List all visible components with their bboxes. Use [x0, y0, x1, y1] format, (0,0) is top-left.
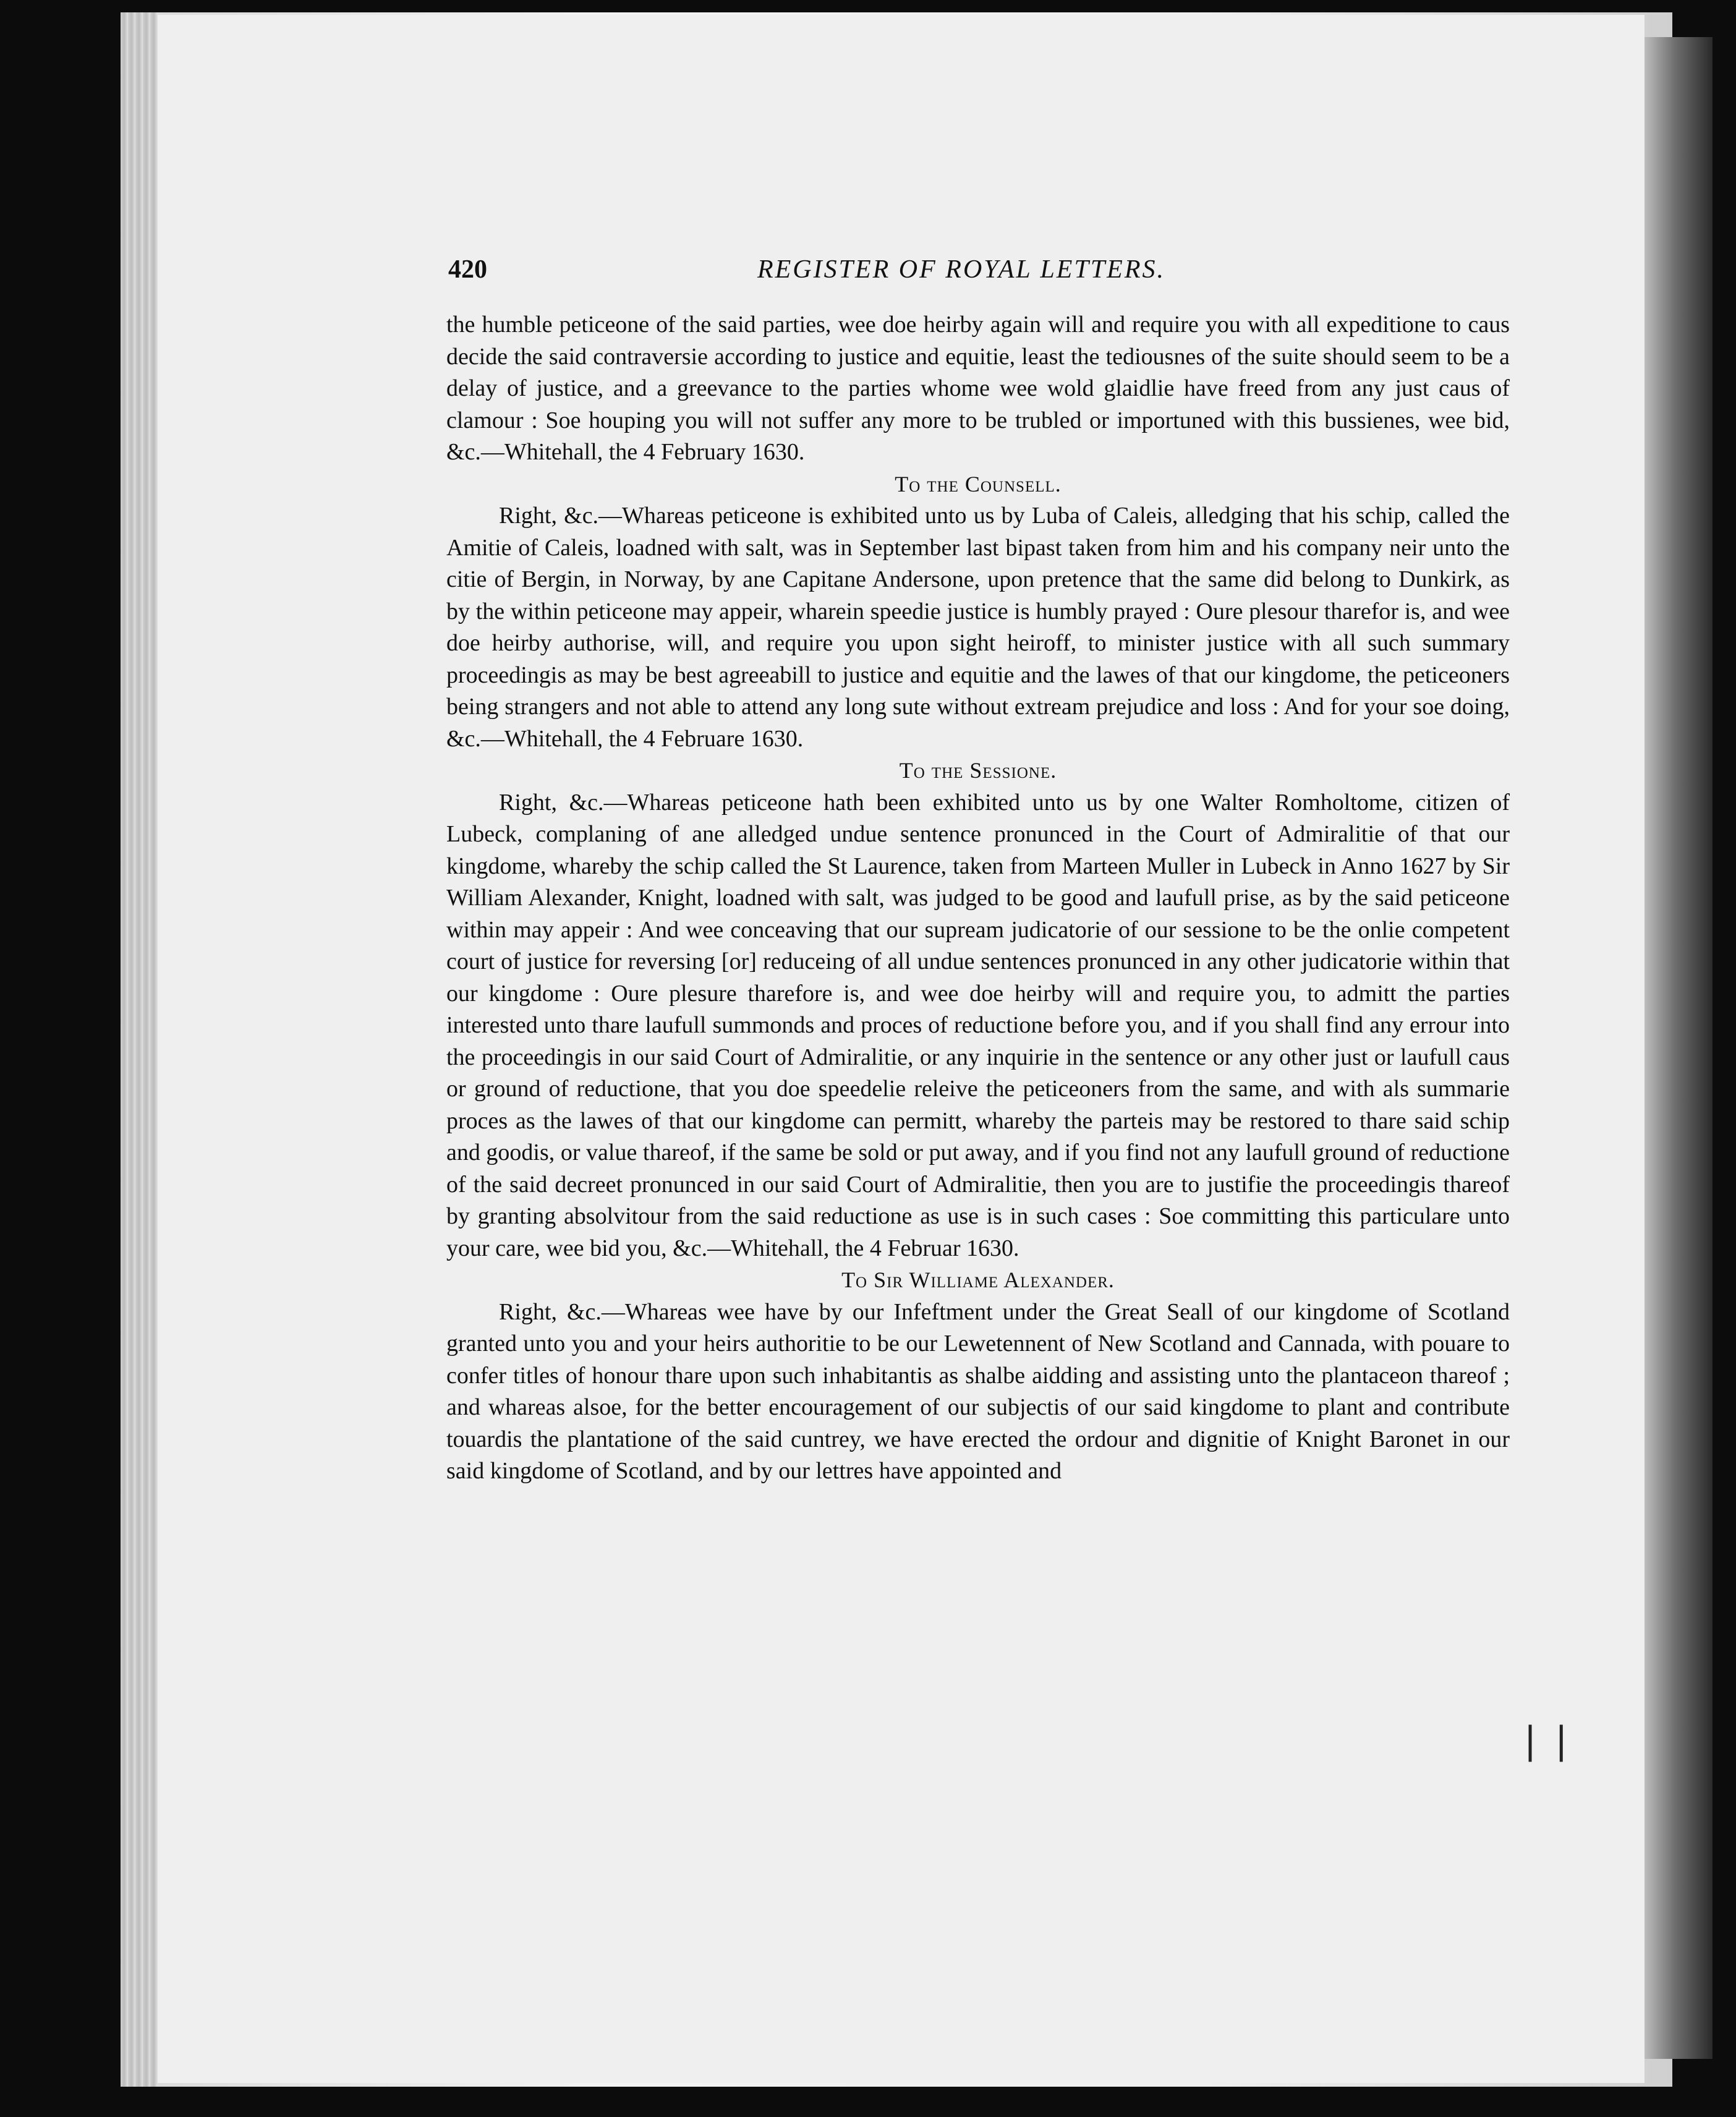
section-heading-counsell: To the Counsell.	[895, 471, 1062, 496]
document-body	[446, 309, 1510, 1488]
section-heading-sessione: To the Sessione.	[899, 758, 1057, 783]
paragraph-sessione: Right, &c.—Whareas peticeone hath been exhibited unto us by one Walter Romholtome, citizen of Lubeck, complaning of ane alledged undue sentence pronunced in the Court of Admiralitie of that our kingdome, whareby the schip called the St Laurence, taken from Marteen Muller in Lubeck in Anno 1627 by Sir William Alexander, Knight, loadned with salt, was judged to be good and laufull prise, as by the said peticeone within may appeir : And wee conceaving that our supream judicatorie of our sessione to be the onlie competent court of justice for reversing [or] reduceing of all undue sentences pronunced in any other judicatorie within that our kingdome : Oure plesure tharefore is, and wee doe heirby will and require you, to admitt the parties interested unto thare laufull summonds and proces of reductione before you, and if you shall find any errour into the proceedingis in our said Court of Admiralitie, or any inquirie in the sentence or any other just or laufull caus or ground of reductione, that you doe speedelie releive the peticeoners from the same, and with als summarie proces as the lawes of that our kingdome can permitt, whareby the parteis may be restored to thare said schip and goodis, or value thareof, if the same be sold or put away, and if you find not any laufull ground of reductione of the said decreet pronunced in our said Court of Admiralitie, then you are to justifie the proceedingis thareof by granting absolvitour from the said reductione as use is in such cases : Soe committing this particulare unto your care, wee bid you, &c.—Whitehall, the 4 Februar 1630.	[446, 789, 1510, 1261]
running-title: REGISTER OF ROYAL LETTERS.	[757, 255, 1165, 284]
paragraph-continuation: the humble peticeone of the said parties, wee doe heirby again will and require you with all expeditione to caus decide the said contraversie according to justice and equitie, least the tediousnes of the suite should seem to be a delay of justice, and a greevance to the parties whome wee wold glaidlie have freed from any just caus of clamour : Soe houping you will not suffer any more to be trubled or importuned with this bussienes, wee bid, &c.—Whitehall, the 4 February 1630.	[446, 312, 1510, 465]
margin-pencil-mark: ❘❘	[1515, 1719, 1577, 1762]
page-edge-right	[1645, 37, 1713, 2059]
page-number: 420	[448, 255, 487, 284]
paragraph-sir-williame: Right, &c.—Whareas wee have by our Infeftment under the Great Seall of our kingdome of Scotland granted unto you and your heirs authoritie to be our Lewetennent of New Scotland and Cannada, with pouare to confer titles of honour thare upon such inhabitantis as shalbe aidding and assisting unto the plantaceon thareof ; and whareas alsoe, for the better encouragement of our subjectis of our said kingdome to plant and contribute touardis the plantatione of the said cuntrey, we have erected the ordour and dignitie of Knight Baronet in our said kingdome of Scotland, and by our lettres have appointed and	[446, 1298, 1510, 1484]
page-edge-left	[121, 12, 158, 2087]
page-header	[448, 255, 1508, 292]
section-heading-sir-williame: To Sir Williame Alexander.	[841, 1267, 1115, 1292]
paragraph-counsell: Right, &c.—Whareas peticeone is exhibited unto us by Luba of Caleis, alledging that his schip, called the Amitie of Caleis, loadned with salt, was in September last bipast taken from him and his company neir unto the citie of Bergin, in Norway, by ane Capitane Andersone, upon pretence that the same did belong to Dunkirk, as by the within peticeone may appeir, wharein speedie justice is humbly prayed : Oure plesour tharefor is, and wee doe heirby authorise, will, and require you upon sight heiroff, to minister justice with all such summary proceedingis as may be best agreeabill to justice and equitie and the lawes of that our kingdome, the peticeoners being strangers and not able to attend any long sute without extream prejudice and loss : And for your soe doing, &c.—Whitehall, the 4 Februare 1630.	[446, 503, 1510, 752]
